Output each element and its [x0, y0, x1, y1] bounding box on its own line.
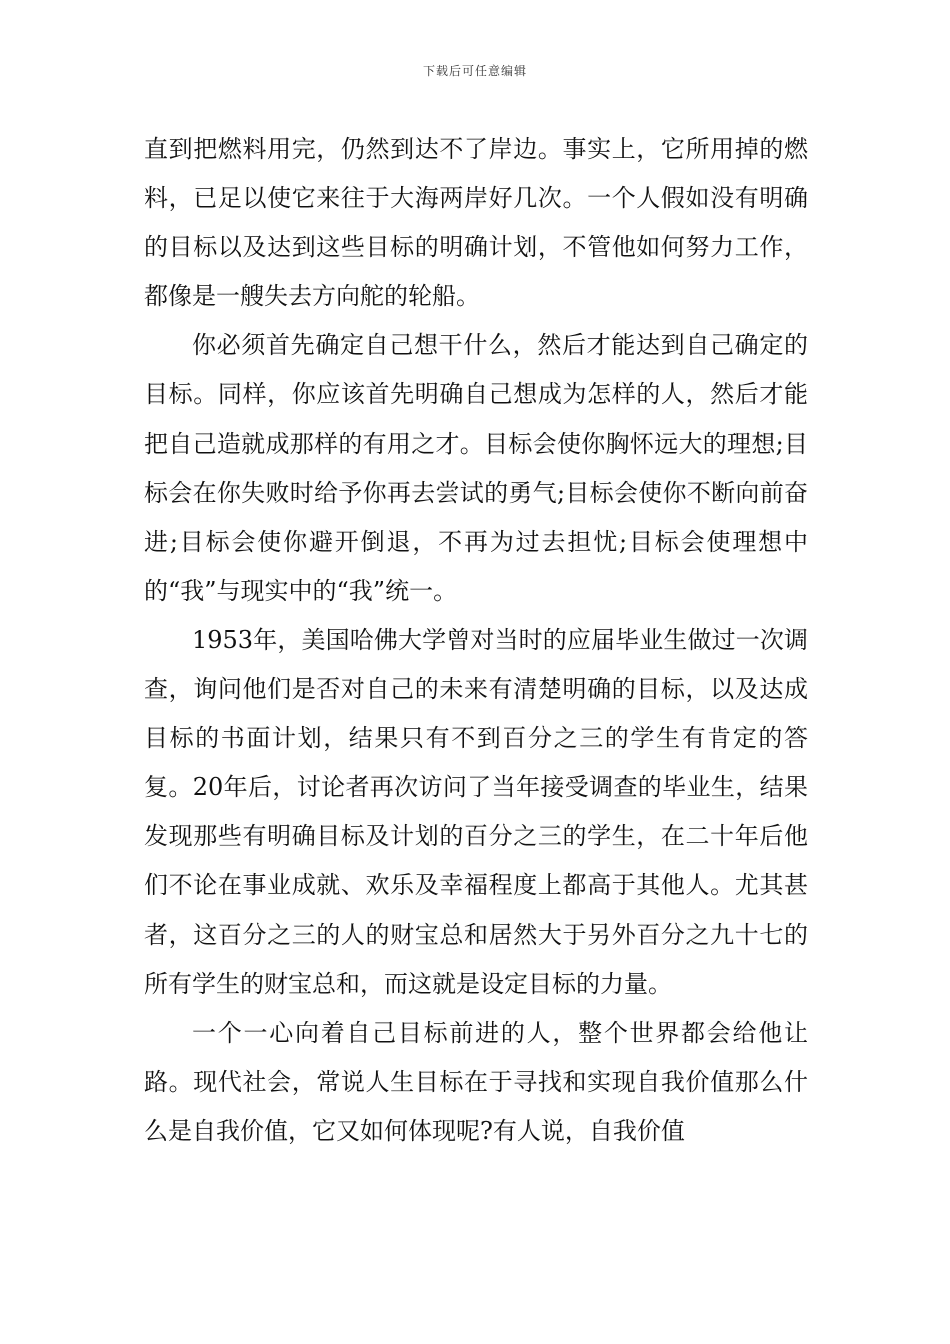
body-text [144, 125, 808, 1156]
paragraph-3: 1953年，美国哈佛大学曾对当时的应届毕业生做过一次调查，询问他们是否对自己的未来有清楚明确的目标，以及达成目标的书面计划，结果只有不到百分之三的学生有肯定的答复。20年后，讨论者再次访问了当年接受调查的毕业生，结果发现那些有明确目标及计划的百分之三的学生，在二十年后他们不论在事业成就、欢乐及幸福程度上都高于其他人。尤其甚者，这百分之三的人的财宝总和居然大于另外百分之九十七的所有学生的财宝总和，而这就是设定目标的力量。 [144, 625, 808, 998]
page-header: 下载后可任意编辑 [422, 64, 527, 78]
paragraph-4: 一个一心向着自己目标前进的人，整个世界都会给他让路。现代社会，常说人生目标在于寻找和实现自我价值那么什么是自我价值，它又如何体现呢?有人说，自我价值 [144, 1018, 808, 1145]
paragraph-2: 你必须首先确定自己想干什么，然后才能达到自己确定的目标。同样，你应该首先明确自己想成为怎样的人，然后才能把自己造就成那样的有用之才。目标会使你胸怀远大的理想;目标会在你失败时给予你再去尝试的勇气;目标会使你不断向前奋进;目标会使你避开倒退，不再为过去担忧;目标会使理想中的“我”与现实中的“我”统一。 [144, 331, 808, 605]
paragraph-1: 直到把燃料用完，仍然到达不了岸边。事实上，它所用掉的燃料，已足以使它来往于大海两岸好几次。一个人假如没有明确的目标以及达到这些目标的明确计划，不管他如何努力工作，都像是一艘失去方向舵的轮船。 [144, 135, 808, 311]
